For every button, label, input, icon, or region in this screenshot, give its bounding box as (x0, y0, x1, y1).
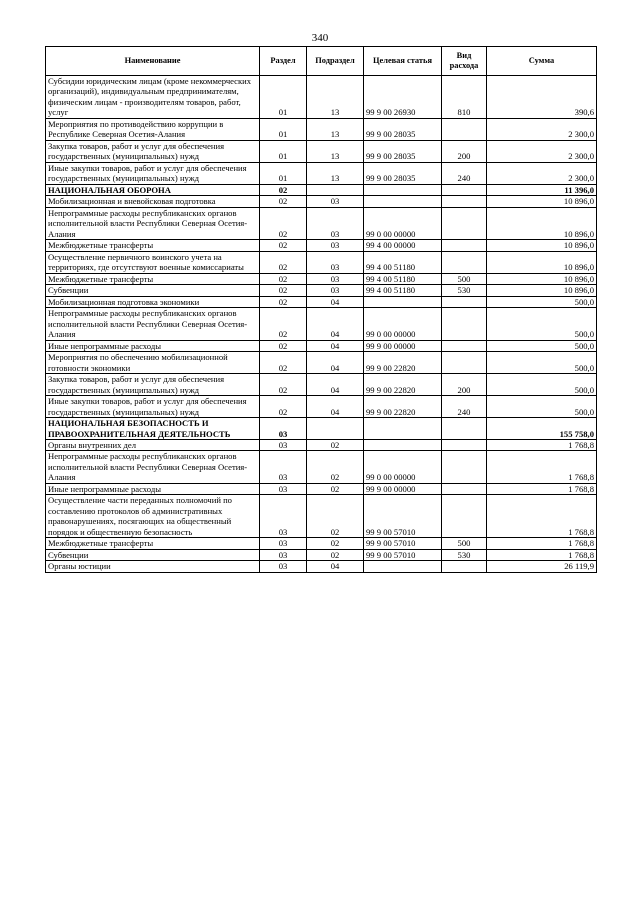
table-row (46, 273, 597, 284)
section-cell: 03 (260, 561, 307, 572)
name-cell: Межбюджетные трансферты (46, 240, 260, 251)
table-row (46, 162, 597, 184)
article-cell (364, 561, 442, 572)
subsection-cell: 02 (307, 483, 364, 494)
type-cell (442, 240, 487, 251)
subsection-cell (307, 418, 364, 440)
article-cell (364, 196, 442, 207)
table-row (46, 451, 597, 483)
section-cell: 02 (260, 273, 307, 284)
subsection-cell (307, 184, 364, 195)
header-name: Наименование (46, 47, 260, 76)
type-cell (442, 118, 487, 140)
subsection-cell: 03 (307, 196, 364, 207)
subsection-cell: 04 (307, 308, 364, 340)
sum-cell: 10 896,0 (487, 196, 597, 207)
table-row (46, 207, 597, 239)
sum-cell: 10 896,0 (487, 240, 597, 251)
table-row (46, 483, 597, 494)
section-cell: 03 (260, 439, 307, 450)
article-cell: 99 9 00 26930 (364, 76, 442, 119)
type-cell (442, 483, 487, 494)
table-row (46, 495, 597, 538)
article-cell: 99 4 00 00000 (364, 240, 442, 251)
subsection-cell: 04 (307, 296, 364, 307)
sum-cell: 500,0 (487, 352, 597, 374)
sum-cell: 26 119,9 (487, 561, 597, 572)
section-cell: 01 (260, 76, 307, 119)
sum-cell: 500,0 (487, 340, 597, 351)
section-cell: 03 (260, 538, 307, 549)
type-cell (442, 184, 487, 195)
subsection-cell: 02 (307, 538, 364, 549)
table-row (46, 396, 597, 418)
article-cell (364, 439, 442, 450)
name-cell: Осуществление первичного воинского учета на территориях, где отсутствуют военные комиссариаты (46, 251, 260, 273)
sum-cell: 1 768,8 (487, 549, 597, 560)
sum-cell: 2 300,0 (487, 118, 597, 140)
section-cell: 03 (260, 549, 307, 560)
subsection-cell: 03 (307, 273, 364, 284)
name-cell: Иные непрограммные расходы (46, 340, 260, 351)
sum-cell: 2 300,0 (487, 140, 597, 162)
subsection-cell: 03 (307, 251, 364, 273)
table-row (46, 285, 597, 296)
header-row (46, 47, 597, 76)
section-cell: 02 (260, 285, 307, 296)
article-cell (364, 184, 442, 195)
type-cell: 200 (442, 374, 487, 396)
sum-cell: 1 768,8 (487, 439, 597, 450)
name-cell: Органы внутренних дел (46, 439, 260, 450)
subsection-cell: 02 (307, 439, 364, 450)
section-cell: 01 (260, 118, 307, 140)
sum-cell: 11 396,0 (487, 184, 597, 195)
section-cell: 02 (260, 340, 307, 351)
sum-cell: 500,0 (487, 374, 597, 396)
article-cell: 99 9 00 00000 (364, 340, 442, 351)
subsection-cell: 02 (307, 451, 364, 483)
name-cell: Межбюджетные трансферты (46, 273, 260, 284)
article-cell: 99 9 00 57010 (364, 538, 442, 549)
name-cell: Иные закупки товаров, работ и услуг для обеспечения государственных (муниципальных) нужд (46, 162, 260, 184)
page-number: 340 (311, 32, 329, 44)
article-cell: 99 9 00 57010 (364, 495, 442, 538)
subsection-cell: 13 (307, 76, 364, 119)
name-cell: Субвенции (46, 285, 260, 296)
name-cell: Закупка товаров, работ и услуг для обеспечения государственных (муниципальных) нужд (46, 140, 260, 162)
name-cell: Непрограммные расходы республиканских органов исполнительной власти Республики Северная Осетия-Алания (46, 308, 260, 340)
sum-cell: 155 758,0 (487, 418, 597, 440)
type-cell (442, 439, 487, 450)
table-row (46, 251, 597, 273)
type-cell: 240 (442, 162, 487, 184)
article-cell: 99 4 00 51180 (364, 273, 442, 284)
type-cell (442, 561, 487, 572)
article-cell: 99 9 00 28035 (364, 118, 442, 140)
section-cell: 02 (260, 240, 307, 251)
sum-cell: 500,0 (487, 308, 597, 340)
type-cell (442, 451, 487, 483)
article-cell: 99 0 00 00000 (364, 308, 442, 340)
article-cell: 99 9 00 22820 (364, 352, 442, 374)
subsection-cell: 02 (307, 549, 364, 560)
subsection-cell: 13 (307, 118, 364, 140)
article-cell: 99 9 00 00000 (364, 483, 442, 494)
header-subsection: Подраздел (307, 47, 364, 76)
table-row (46, 561, 597, 572)
sum-cell: 390,6 (487, 76, 597, 119)
name-cell: Межбюджетные трансферты (46, 538, 260, 549)
sum-cell: 2 300,0 (487, 162, 597, 184)
name-cell: Мероприятия по противодействию коррупции в Республике Северная Осетия-Алания (46, 118, 260, 140)
type-cell (442, 308, 487, 340)
type-cell (442, 207, 487, 239)
name-cell: Иные непрограммные расходы (46, 483, 260, 494)
table-row (46, 76, 597, 119)
subsection-cell: 04 (307, 396, 364, 418)
table-row (46, 296, 597, 307)
table-row (46, 340, 597, 351)
table-row (46, 439, 597, 450)
name-cell: Органы юстиции (46, 561, 260, 572)
table-row (46, 352, 597, 374)
article-cell: 99 9 00 22820 (364, 374, 442, 396)
name-cell: Мобилизационная и вневойсковая подготовка (46, 196, 260, 207)
section-cell: 01 (260, 140, 307, 162)
type-cell: 500 (442, 538, 487, 549)
name-cell: Мероприятия по обеспечению мобилизационной готовности экономики (46, 352, 260, 374)
subsection-cell: 03 (307, 240, 364, 251)
sum-cell: 1 768,8 (487, 483, 597, 494)
table-row (46, 184, 597, 195)
subsection-cell: 02 (307, 495, 364, 538)
type-cell (442, 495, 487, 538)
sum-cell: 10 896,0 (487, 285, 597, 296)
article-cell: 99 4 00 51180 (364, 251, 442, 273)
sum-cell: 10 896,0 (487, 251, 597, 273)
type-cell (442, 352, 487, 374)
subsection-cell: 13 (307, 162, 364, 184)
sum-cell: 10 896,0 (487, 207, 597, 239)
name-cell: НАЦИОНАЛЬНАЯ БЕЗОПАСНОСТЬ И ПРАВООХРАНИТЕЛЬНАЯ ДЕЯТЕЛЬНОСТЬ (46, 418, 260, 440)
article-cell: 99 4 00 51180 (364, 285, 442, 296)
name-cell: Непрограммные расходы республиканских органов исполнительной власти Республики Северная Осетия-Алания (46, 451, 260, 483)
type-cell (442, 196, 487, 207)
article-cell: 99 0 00 00000 (364, 207, 442, 239)
header-type: Вид расхода (442, 47, 487, 76)
table-row (46, 140, 597, 162)
budget-table (45, 46, 597, 573)
section-cell: 02 (260, 352, 307, 374)
name-cell: Иные закупки товаров, работ и услуг для обеспечения государственных (муниципальных) нужд (46, 396, 260, 418)
article-cell: 99 9 00 22820 (364, 396, 442, 418)
subsection-cell: 04 (307, 561, 364, 572)
table-row (46, 308, 597, 340)
name-cell: Субвенции (46, 549, 260, 560)
section-cell: 02 (260, 184, 307, 195)
section-cell: 02 (260, 296, 307, 307)
section-cell: 02 (260, 308, 307, 340)
header-article: Целевая статья (364, 47, 442, 76)
name-cell: Осуществление части переданных полномочий по составлению протоколов об административных правонарушениях, посягающих на общественный порядок и общественную безопасность (46, 495, 260, 538)
subsection-cell: 04 (307, 352, 364, 374)
subsection-cell: 04 (307, 340, 364, 351)
subsection-cell: 13 (307, 140, 364, 162)
section-cell: 02 (260, 207, 307, 239)
name-cell: Субсидии юридическим лицам (кроме некоммерческих организаций), индивидуальным предпринимателям, физическим лицам - производителям товаров, работ, услуг (46, 76, 260, 119)
type-cell: 240 (442, 396, 487, 418)
section-cell: 02 (260, 251, 307, 273)
article-cell (364, 296, 442, 307)
section-cell: 03 (260, 495, 307, 538)
table-row (46, 118, 597, 140)
subsection-cell: 04 (307, 374, 364, 396)
type-cell: 500 (442, 273, 487, 284)
sum-cell: 1 768,8 (487, 451, 597, 483)
sum-cell: 10 896,0 (487, 273, 597, 284)
section-cell: 02 (260, 196, 307, 207)
type-cell (442, 340, 487, 351)
name-cell: НАЦИОНАЛЬНАЯ ОБОРОНА (46, 184, 260, 195)
type-cell (442, 418, 487, 440)
type-cell (442, 251, 487, 273)
article-cell: 99 0 00 00000 (364, 451, 442, 483)
sum-cell: 1 768,8 (487, 495, 597, 538)
sum-cell: 500,0 (487, 396, 597, 418)
table-row (46, 549, 597, 560)
article-cell (364, 418, 442, 440)
header-section: Раздел (260, 47, 307, 76)
type-cell: 810 (442, 76, 487, 119)
section-cell: 03 (260, 483, 307, 494)
sum-cell: 1 768,8 (487, 538, 597, 549)
type-cell (442, 296, 487, 307)
section-cell: 02 (260, 396, 307, 418)
name-cell: Закупка товаров, работ и услуг для обеспечения государственных (муниципальных) нужд (46, 374, 260, 396)
section-cell: 02 (260, 374, 307, 396)
type-cell: 530 (442, 285, 487, 296)
type-cell: 530 (442, 549, 487, 560)
article-cell: 99 9 00 28035 (364, 140, 442, 162)
name-cell: Непрограммные расходы республиканских органов исполнительной власти Республики Северная Осетия-Алания (46, 207, 260, 239)
sum-cell: 500,0 (487, 296, 597, 307)
table-row (46, 538, 597, 549)
article-cell: 99 9 00 57010 (364, 549, 442, 560)
type-cell: 200 (442, 140, 487, 162)
section-cell: 03 (260, 451, 307, 483)
section-cell: 03 (260, 418, 307, 440)
table-row (46, 374, 597, 396)
table-row (46, 240, 597, 251)
article-cell: 99 9 00 28035 (364, 162, 442, 184)
section-cell: 01 (260, 162, 307, 184)
name-cell: Мобилизационная подготовка экономики (46, 296, 260, 307)
table-row (46, 196, 597, 207)
header-sum: Сумма (487, 47, 597, 76)
table-row (46, 418, 597, 440)
subsection-cell: 03 (307, 207, 364, 239)
subsection-cell: 03 (307, 285, 364, 296)
